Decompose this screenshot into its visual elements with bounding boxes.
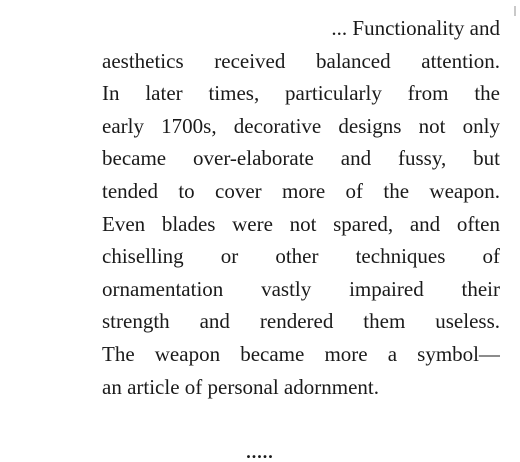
text-line: In later times, particularly from the xyxy=(102,81,500,106)
text-line: strength and rendered them useless. xyxy=(102,309,500,334)
text-line: Even blades were not spared, and often xyxy=(102,211,500,236)
text-line: The weapon became more a symbol— xyxy=(102,341,500,366)
page-edge-mark xyxy=(514,6,516,16)
text-line: became over-elaborate and fussy, but xyxy=(102,146,500,171)
body-paragraph xyxy=(102,12,500,403)
section-ornament: ..... xyxy=(246,442,274,462)
text-line: aesthetics received balanced attention. xyxy=(102,48,500,73)
text-line: an article of personal adornment. xyxy=(102,374,379,399)
text-line: early 1700s, decorative designs not only xyxy=(102,113,500,138)
text-line: ornamentation vastly impaired their xyxy=(102,276,500,301)
text-line: ... Functionality and xyxy=(331,16,500,40)
text-line: tended to cover more of the weapon. xyxy=(102,178,500,203)
text-line: chiselling or other techniques of xyxy=(102,244,500,269)
